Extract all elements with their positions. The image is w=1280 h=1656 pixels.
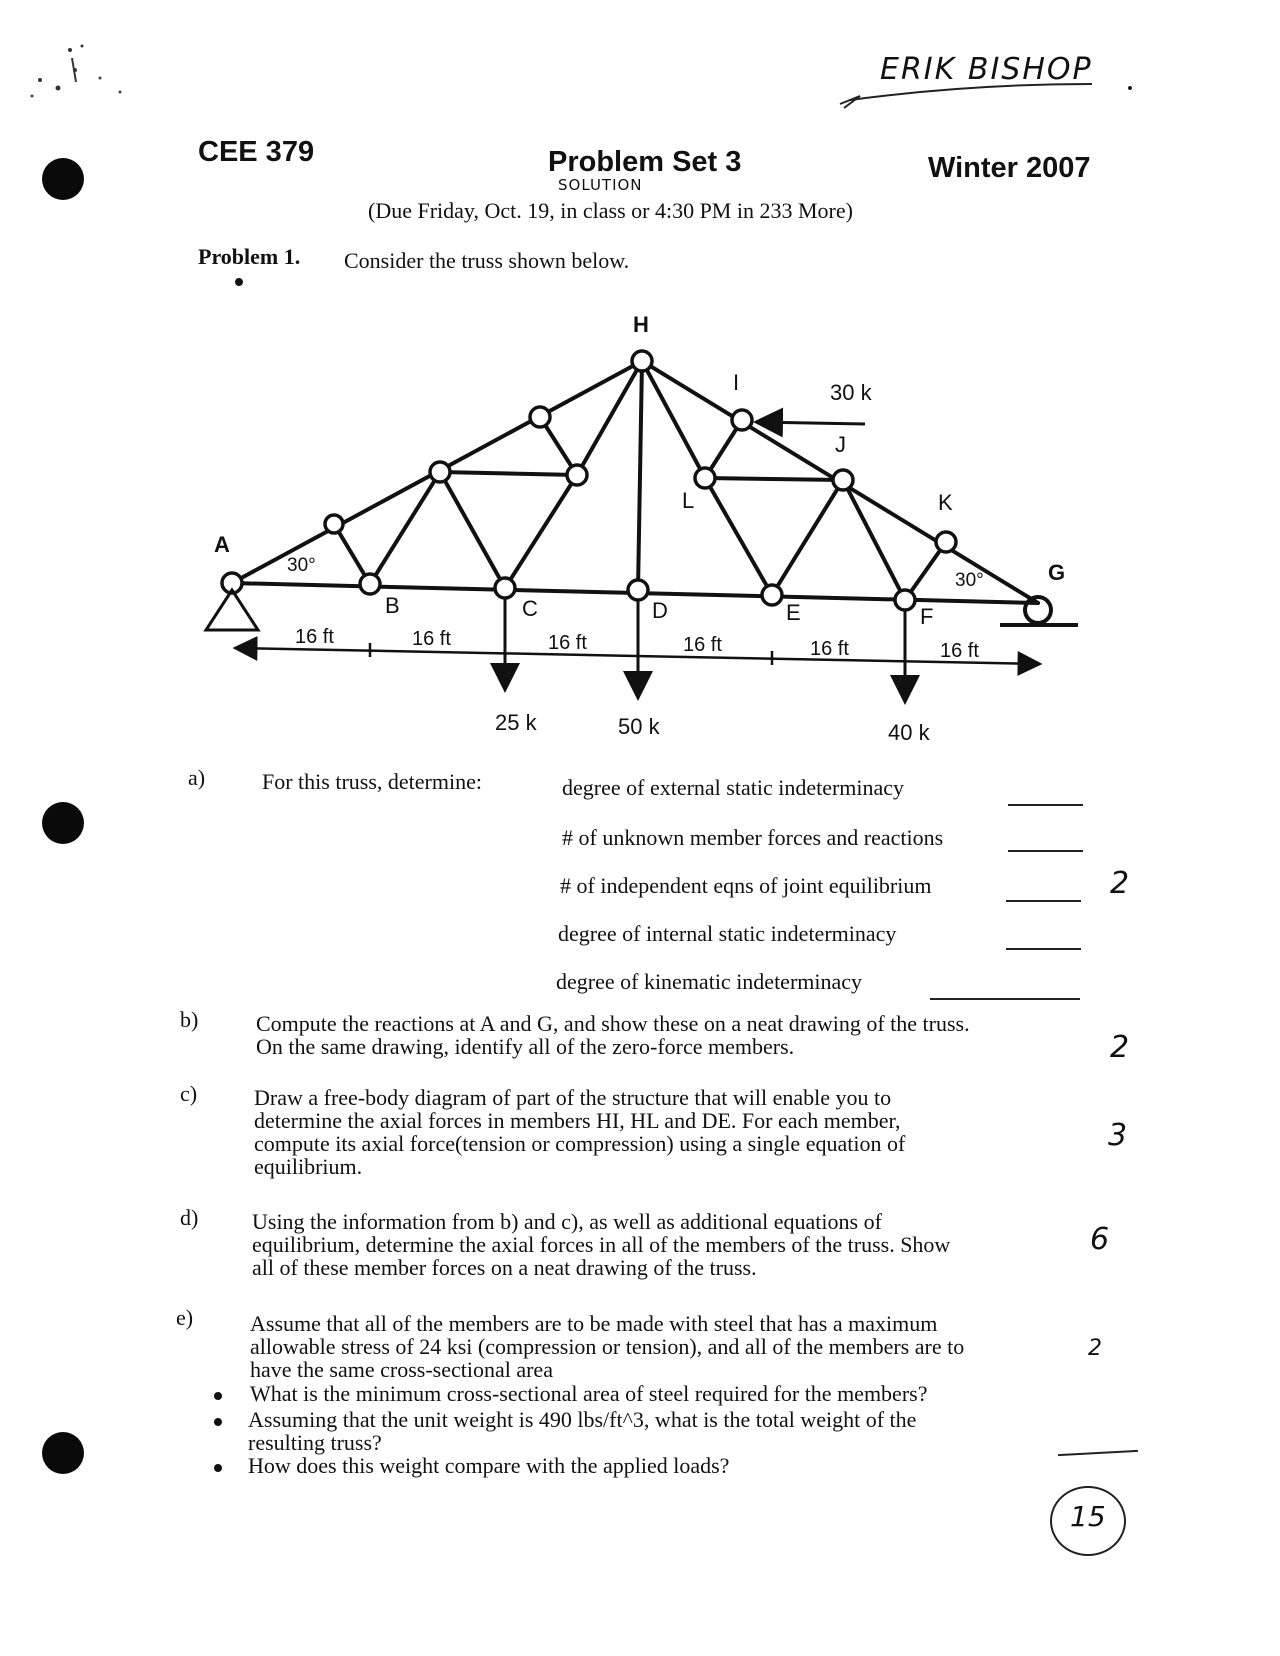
- part-a-item-3: # of independent eqns of joint equilibrium: [560, 873, 932, 898]
- part-c-label: c): [180, 1081, 198, 1106]
- member-web-11: [843, 480, 905, 600]
- part-a-item-1: degree of external static indeterminacy: [562, 775, 905, 800]
- term: Winter 2007: [928, 152, 1091, 184]
- part-e-bullet-2-line-1: Assuming that the unit weight is 490 lbs/ft^3, what is the total weight of the: [248, 1407, 917, 1432]
- node-label-C: C: [522, 596, 538, 621]
- part-e-label: e): [176, 1305, 194, 1330]
- part-a-blank-3: [1006, 900, 1081, 902]
- node-label-I: I: [733, 370, 740, 395]
- punch-hole-2: [42, 802, 84, 844]
- part-a-label: a): [188, 765, 206, 790]
- part-e-text: [250, 1312, 1070, 1381]
- span-label-2: 16 ft: [412, 628, 451, 650]
- part-c-line-2: determine the axial forces in members HI, HL and DE. For each member,: [254, 1108, 901, 1133]
- joint-E: [762, 585, 782, 605]
- part-d-line-3: all of these member forces on a neat drawing of the truss.: [252, 1255, 757, 1280]
- span-label-4: 16 ft: [683, 634, 722, 656]
- joint-K: [936, 532, 956, 552]
- punch-hole-3: [42, 1432, 84, 1474]
- part-a-item-2: # of unknown member forces and reactions: [562, 825, 944, 850]
- joint-F: [895, 590, 915, 610]
- part-d-label: d): [180, 1205, 199, 1230]
- part-b-grade: 2: [1110, 1030, 1130, 1065]
- bullet-1: [214, 1392, 222, 1400]
- problem-set-title: Problem Set 3: [548, 146, 742, 178]
- node-label-L: L: [682, 488, 695, 513]
- truss-diagram: [0, 0, 1280, 760]
- part-c-line-3: compute its axial force(tension or compression) using a single equation of: [254, 1131, 906, 1156]
- part-e-line-2: allowable stress of 24 ksi (compression or tension), and all of the members are to: [250, 1334, 965, 1359]
- load-arrow-horizontal: [756, 422, 865, 424]
- node-label-A: A: [214, 532, 230, 557]
- span-label-6: 16 ft: [940, 640, 979, 662]
- load-label-F: 40 k: [888, 720, 930, 745]
- problem-intro: Consider the truss shown below.: [344, 248, 630, 273]
- total-score-line: [1058, 1450, 1138, 1456]
- part-e-bullet-3: How does this weight compare with the applied loads?: [248, 1453, 730, 1478]
- joint-C: [495, 578, 515, 598]
- problem-label: Problem 1.: [198, 244, 301, 269]
- node-label-K: K: [938, 490, 953, 515]
- part-a-blank-5: [930, 998, 1080, 1000]
- part-a-blank-4: [1006, 948, 1081, 950]
- part-b-text: [256, 1012, 1096, 1058]
- load-label-D: 50 k: [618, 714, 660, 739]
- bullet-2: [214, 1418, 222, 1426]
- load-label-C: 25 k: [495, 710, 537, 735]
- angle-label-left: 30°: [287, 555, 316, 576]
- node-label-D: D: [652, 598, 668, 623]
- joint-B: [360, 574, 380, 594]
- member-web-3: [440, 472, 505, 588]
- joint-D: [628, 580, 648, 600]
- part-e-bullet-2: [248, 1408, 1048, 1454]
- joint-I: [732, 410, 752, 430]
- part-e-bullet-2-line-2: resulting truss?: [248, 1430, 382, 1455]
- node-label-E: E: [786, 600, 801, 625]
- part-e-grade: 2: [1088, 1336, 1102, 1361]
- part-c-line-1: Draw a free-body diagram of part of the structure that will enable you to: [254, 1085, 892, 1110]
- member-web-4: [505, 475, 577, 588]
- span-label-5: 16 ft: [810, 638, 849, 660]
- node-label-J: J: [835, 432, 846, 457]
- member-HD: [638, 361, 642, 590]
- part-a-item-5: degree of kinematic indeterminacy: [556, 969, 863, 994]
- part-d-line-2: equilibrium, determine the axial forces in all of the members of the truss. Show: [252, 1232, 951, 1257]
- part-a-blank-2: [1008, 850, 1083, 852]
- part-b-line-1: Compute the reactions at A and G, and show these on a neat drawing of the truss.: [256, 1011, 970, 1036]
- pin-support-A: [206, 590, 258, 630]
- part-c-grade: 3: [1108, 1118, 1128, 1153]
- bullet-3: [214, 1464, 222, 1472]
- part-d-grade: 6: [1090, 1222, 1110, 1257]
- joint-n1: [325, 515, 343, 533]
- part-b-label: b): [180, 1007, 199, 1032]
- joint-n4: [567, 465, 587, 485]
- member-web-6: [440, 472, 577, 475]
- part-b-line-2: On the same drawing, identify all of the zero-force members.: [256, 1034, 795, 1059]
- part-a-grade: 2: [1110, 866, 1130, 901]
- member-web-10: [772, 480, 843, 595]
- part-a-blank-1: [1008, 804, 1083, 806]
- angle-label-right: 30°: [955, 570, 984, 591]
- node-label-H: H: [633, 312, 649, 337]
- joint-L: [695, 468, 715, 488]
- node-label-B: B: [385, 593, 400, 618]
- due-date: (Due Friday, Oct. 19, in class or 4:30 PM in 233 More): [368, 198, 853, 223]
- part-c-text: [254, 1086, 1044, 1178]
- solution-annotation: SOLUTION: [558, 176, 643, 194]
- part-d-line-1: Using the information from b) and c), as well as additional equations of: [252, 1209, 882, 1234]
- span-label-3: 16 ft: [548, 632, 587, 654]
- joint-J: [833, 470, 853, 490]
- joint-n2: [430, 462, 450, 482]
- student-name: ERIK BISHOP: [880, 52, 1093, 87]
- part-a-item-4: degree of internal static indeterminacy: [558, 921, 897, 946]
- part-e-line-1: Assume that all of the members are to be made with steel that has a maximum: [250, 1311, 938, 1336]
- part-e-line-3: have the same cross-sectional area: [250, 1357, 553, 1382]
- node-label-F: F: [920, 604, 934, 629]
- course-code: CEE 379: [198, 136, 315, 168]
- joint-n3: [530, 407, 550, 427]
- joint-H: [632, 351, 652, 371]
- member-web-8: [705, 478, 843, 480]
- part-c-line-4: equilibrium.: [254, 1154, 363, 1179]
- part-e-bullet-1: What is the minimum cross-sectional area of steel required for the members?: [250, 1381, 928, 1406]
- part-a-prompt: For this truss, determine:: [262, 769, 482, 794]
- member-web-9: [705, 478, 772, 595]
- total-score: 15: [1070, 1500, 1106, 1533]
- node-label-G: G: [1048, 560, 1066, 585]
- part-d-text: [252, 1210, 1062, 1279]
- load-label-horizontal: 30 k: [830, 380, 872, 405]
- span-label-1: 16 ft: [295, 626, 334, 648]
